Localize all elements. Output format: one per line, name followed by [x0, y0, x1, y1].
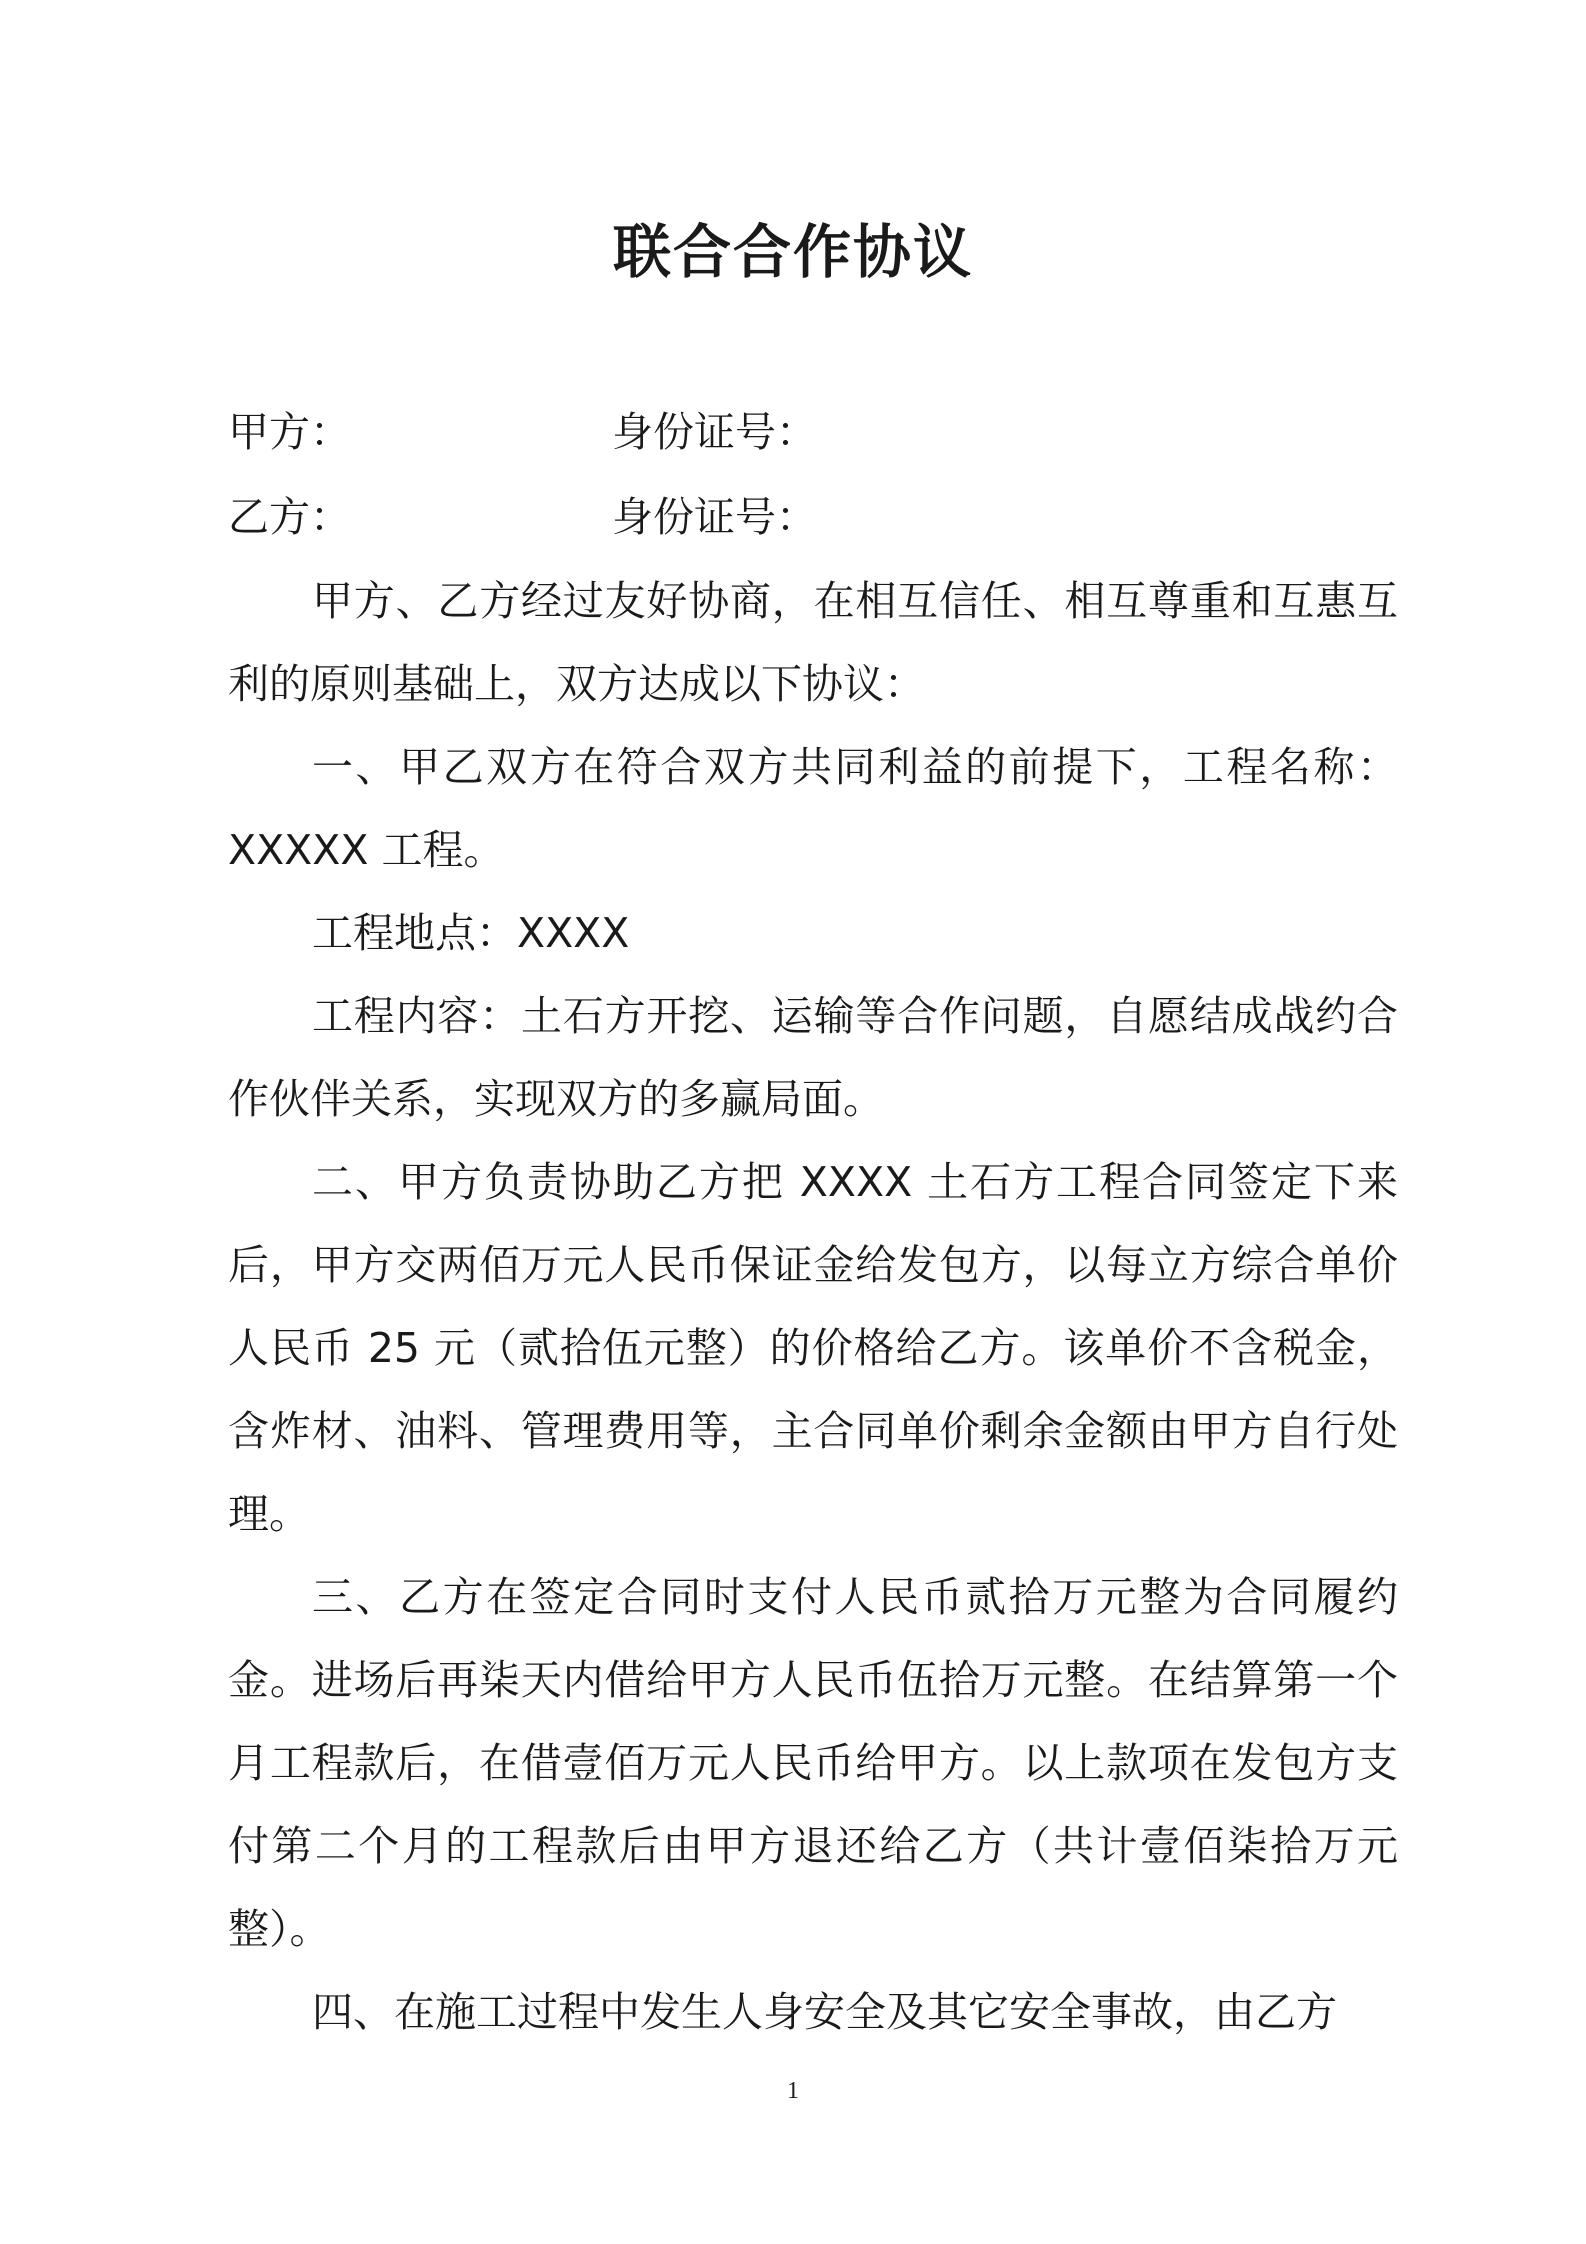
clause-three-paragraph: 三、乙方在签定合同时支付人民币贰拾万元整为合同履约金。进场后再柒天内借给甲方人民币伍拾万元整。在结算第一个月工程款后，在借壹佰万元人民币给甲方。以上款项在发包方支付第二个月的工程款后由甲方退还给乙方（共计壹佰柒拾万元整）。 — [228, 1573, 1398, 1953]
clause-one-paragraph: 一、甲乙双方在符合双方共同利益的前提下，工程名称：XXXXX 工程。 — [228, 743, 1398, 874]
clause-two-paragraph: 二、甲方负责协助乙方把 XXXX 土石方工程合同签定下来后，甲方交两佰万元人民币保证金给发包方，以每立方综合单价人民币 25 元（贰拾伍元整）的价格给乙方。该单价不含税金，含炸材、油料、管理费用等，主合同单价剩余金额由甲方自行处理。 — [228, 1158, 1398, 1538]
party-b-id-label: 身份证号： — [612, 493, 817, 541]
clause-four-paragraph: 四、在施工过程中发生人身安全及其它安全事故，由乙方 — [312, 1988, 1337, 2036]
page-title: 联合合作协议 — [612, 218, 973, 286]
page-number: 1 — [787, 2078, 799, 2104]
party-a-label: 甲方： — [228, 408, 351, 456]
party-b-label: 乙方： — [228, 493, 351, 541]
party-a-id-label: 身份证号： — [612, 408, 817, 456]
agreement-body — [228, 560, 1398, 2054]
intro-paragraph: 甲方、乙方经过友好协商，在相互信任、相互尊重和互惠互利的原则基础上，双方达成以下协议： — [228, 577, 1398, 708]
project-location-paragraph: 工程地点：XXXX — [312, 909, 630, 957]
party-a-row — [228, 392, 1428, 472]
project-content-paragraph: 工程内容：土石方开挖、运输等合作问题，自愿结成战约合作伙伴关系，实现双方的多赢局面。 — [228, 992, 1398, 1123]
party-b-row — [228, 477, 1428, 557]
